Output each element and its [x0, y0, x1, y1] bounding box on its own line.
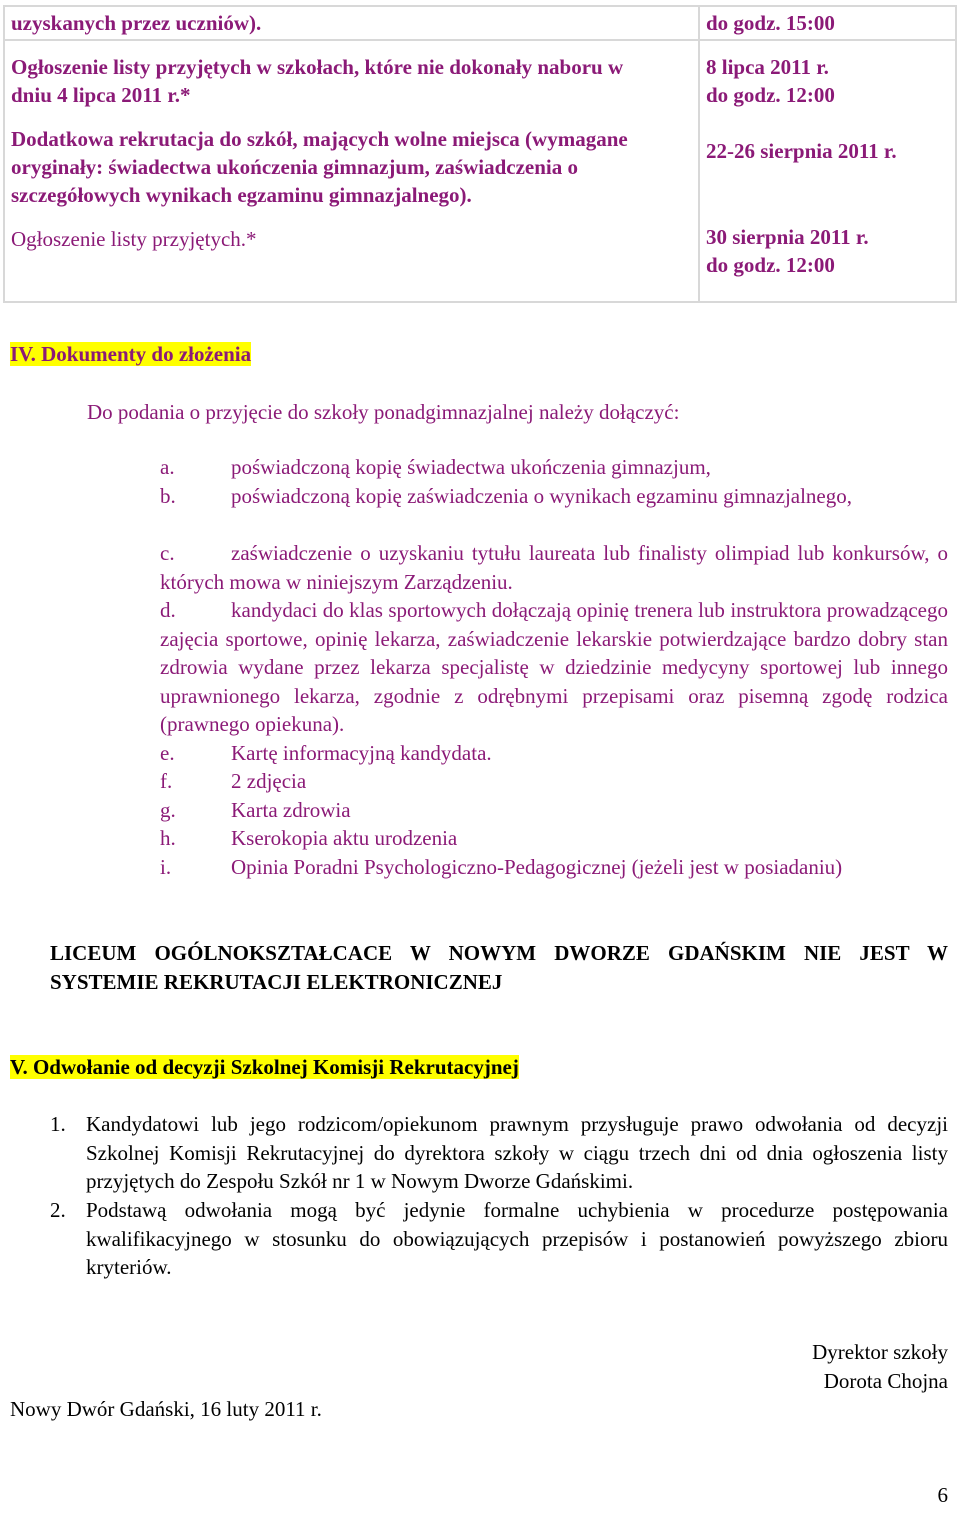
- item-number: 1.: [50, 1112, 66, 1136]
- schedule-time: do godz. 15:00: [706, 11, 835, 35]
- signature-title: Dyrektor szkoły: [812, 1340, 948, 1364]
- signature-name: Dorota Chojna: [823, 1369, 948, 1393]
- list-letter: e.: [160, 741, 175, 765]
- notice-text: LICEUM OGÓLNOKSZTAŁCACE W NOWYM DWORZE GDAŃSKIM NIE JEST W SYSTEMIE REKRUTACJI ELEKTRONICZNEJ: [50, 941, 948, 994]
- schedule-cell: [4, 40, 699, 302]
- list-letter: h.: [160, 826, 176, 850]
- schedule-date: 8 lipca 2011 r.: [706, 55, 829, 79]
- schedule-text: Ogłoszenie listy przyjętych.*: [11, 227, 257, 251]
- list-text: Kartę informacyjną kandydata.: [231, 741, 492, 765]
- list-letter: c.: [160, 541, 175, 565]
- schedule-table: [3, 5, 957, 303]
- list-text: zaświadczenie o uzyskaniu tytułu laureata lub finalisty olimpiad lub konkursów, o których mowa w niniejszym Zarządzeniu.: [160, 541, 948, 594]
- list-text: poświadczoną kopię zaświadczenia o wynikach egzaminu gimnazjalnego,: [231, 484, 853, 508]
- schedule-cell: [699, 6, 956, 40]
- schedule-time: do godz. 12:00: [706, 83, 835, 107]
- schedule-row: [4, 6, 956, 40]
- list-item: [160, 796, 948, 825]
- schedule-date: 30 sierpnia 2011 r.: [706, 225, 869, 249]
- list-letter: a.: [160, 455, 175, 479]
- section-heading: [10, 340, 251, 368]
- list-item: [160, 767, 948, 796]
- schedule-row: [4, 40, 956, 302]
- list-text: poświadczoną kopię świadectwa ukończenia gimnazjum,: [231, 455, 711, 479]
- schedule-text-inner: Dodatkowa rekrutacja do szkół, mających wolne miejsca (wymagane oryginały: świadectwa ukończenia gimnazjum, zaświadczenia o szczegółowych wynikach egzaminu gimnazjalnego).: [11, 127, 628, 207]
- list-text: Opinia Poradni Psychologiczno-Pedagogicznej (jeżeli jest w posiadaniu): [231, 855, 843, 879]
- schedule-cell: [699, 40, 956, 302]
- list-item: [160, 739, 948, 768]
- section-heading: [10, 1053, 519, 1081]
- schedule-text: Ogłoszenie listy przyjętych w szkołach, które nie dokonały naboru w dniu 4 lipca 2011 r.*: [11, 55, 624, 107]
- list-text: 2 zdjęcia: [231, 769, 307, 793]
- page-number: 6: [937, 1483, 948, 1507]
- item-number: 2.: [50, 1198, 66, 1222]
- schedule-text: uzyskanych przez uczniów).: [11, 11, 262, 35]
- list-letter: i.: [160, 855, 172, 879]
- numbered-item: [50, 1110, 948, 1196]
- list-item: [160, 539, 948, 596]
- list-item: [160, 482, 948, 511]
- list-item: [160, 453, 948, 482]
- list-text: Karta zdrowia: [231, 798, 351, 822]
- numbered-item: [50, 1196, 948, 1282]
- list-item: [160, 853, 948, 882]
- place-date: Nowy Dwór Gdański, 16 luty 2011 r.: [10, 1397, 322, 1421]
- item-text: Podstawą odwołania mogą być jedynie formalne uchybienia w procedurze postępowania kwalifikacyjnego w stosunku do obowiązujących przepisów i postanowień powyższego zbioru kryteriów.: [86, 1198, 948, 1279]
- section-heading-text: IV. Dokumenty do złożenia: [10, 342, 252, 366]
- list-text: kandydaci do klas sportowych dołączają opinię trenera lub instruktora prowadzącego zajęcia sportowe, opinię lekarza, zaświadczenie lekarskie potwierdzające bardzo dobry stan zdrowia wydane przez lekarza specjalistę w dziedzinie medycyny sportowej lub innego uprawnionego lekarza, zgodnie z odrębnymi przepisami oraz pisemną zgodę rodzica (prawnego opiekuna).: [160, 598, 948, 736]
- schedule-cell: [4, 6, 699, 40]
- list-letter: d.: [160, 598, 176, 622]
- list-letter: f.: [160, 769, 173, 793]
- list-letter: b.: [160, 484, 176, 508]
- list-text: Kserokopia aktu urodzenia: [231, 826, 458, 850]
- item-text: Kandydatowi lub jego rodzicom/opiekunom prawnym przysługuje prawo odwołania od decyzji Szkolnej Komisji Rekrutacyjnej do dyrektora szkoły w ciągu trzech dni od dnia ogłoszenia listy przyjętych do Zespołu Szkół nr 1 w Nowym Dworze Gdańskimi.: [86, 1112, 948, 1193]
- section-heading-text: V. Odwołanie od decyzji Szkolnej Komisji Rekrutacyjnej: [10, 1055, 519, 1079]
- schedule-date: 22-26 sierpnia 2011 r.: [706, 139, 897, 163]
- list-item: [160, 824, 948, 853]
- list-letter: g.: [160, 798, 176, 822]
- list-item: [160, 596, 948, 739]
- schedule-time: do godz. 12:00: [706, 253, 835, 277]
- section-intro: Do podania o przyjęcie do szkoły ponadgimnazjalnej należy dołączyć:: [87, 400, 680, 424]
- schedule-text: [11, 125, 651, 209]
